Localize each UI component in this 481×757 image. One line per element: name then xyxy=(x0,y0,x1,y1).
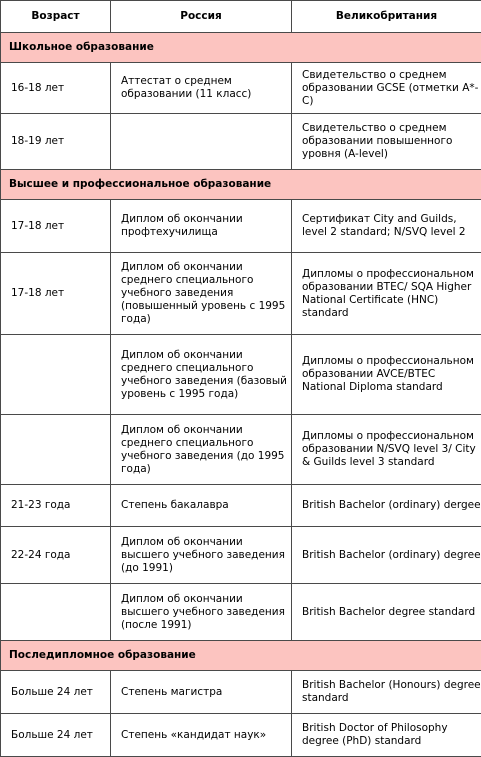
uk-cell: Сертификат City and Guilds, level 2 standard; N/SVQ level 2 xyxy=(292,200,481,253)
uk-cell: Дипломы о профессиональном образовании N/SVQ level 3/ City & Guilds level 3 standard xyxy=(292,415,481,485)
table-row xyxy=(1,63,481,114)
header-age: Возраст xyxy=(1,1,111,33)
uk-cell: Дипломы о профессиональном образовании BTEC/ SQA Higher National Certificate (HNC) standard xyxy=(292,253,481,335)
section-title: Последипломное образование xyxy=(1,641,481,671)
table-row xyxy=(1,253,481,335)
section-title: Школьное образование xyxy=(1,33,481,63)
age-cell: 17-18 лет xyxy=(1,253,111,335)
age-cell: 18-19 лет xyxy=(1,114,111,170)
uk-cell: Дипломы о профессиональном образовании AVCE/BTEC National Diploma standard xyxy=(292,335,481,415)
russia-cell: Диплом об окончании среднего специального учебного заведения (до 1995 года) xyxy=(111,415,292,485)
table-row xyxy=(1,527,481,584)
section-title: Высшее и профессиональное образование xyxy=(1,170,481,200)
uk-cell: Свидетельство о среднем образовании повышенного уровня (A-level) xyxy=(292,114,481,170)
uk-cell: British Bachelor degree standard xyxy=(292,584,481,641)
russia-cell: Степень магистра xyxy=(111,671,292,714)
russia-cell: Диплом об окончании среднего специального учебного заведения (базовый уровень с 1995 года) xyxy=(111,335,292,415)
age-cell: 17-18 лет xyxy=(1,200,111,253)
age-cell: Больше 24 лет xyxy=(1,671,111,714)
uk-cell: British Doctor of Philosophy degree (PhD) standard xyxy=(292,714,481,757)
russia-cell: Диплом об окончании высшего учебного заведения (после 1991) xyxy=(111,584,292,641)
russia-cell: Диплом об окончании высшего учебного заведения (до 1991) xyxy=(111,527,292,584)
age-cell: 21-23 года xyxy=(1,485,111,527)
uk-cell: Свидетельство о среднем образовании GCSE (отметки A*-C) xyxy=(292,63,481,114)
russia-cell: Диплом об окончании среднего специального учебного заведения (повышенный уровень с 1995 года) xyxy=(111,253,292,335)
table-row xyxy=(1,200,481,253)
table-row xyxy=(1,671,481,714)
age-cell: 22-24 года xyxy=(1,527,111,584)
header-row xyxy=(1,1,481,33)
age-cell xyxy=(1,415,111,485)
uk-cell: British Bachelor (Honours) degree standard xyxy=(292,671,481,714)
header-russia: Россия xyxy=(111,1,292,33)
age-cell: Больше 24 лет xyxy=(1,714,111,757)
table-row xyxy=(1,415,481,485)
section-row-school xyxy=(1,33,481,63)
section-row-higher xyxy=(1,170,481,200)
age-cell: 16-18 лет xyxy=(1,63,111,114)
table-row xyxy=(1,584,481,641)
russia-cell xyxy=(111,114,292,170)
table-row xyxy=(1,714,481,757)
section-row-postgraduate xyxy=(1,641,481,671)
russia-cell: Аттестат о среднем образовании (11 класс) xyxy=(111,63,292,114)
uk-cell: British Bachelor (ordinary) dergee xyxy=(292,485,481,527)
russia-cell: Диплом об окончании профтехучилища xyxy=(111,200,292,253)
uk-cell: British Bachelor (ordinary) degree xyxy=(292,527,481,584)
russia-cell: Степень бакалавра xyxy=(111,485,292,527)
age-cell xyxy=(1,584,111,641)
table-row xyxy=(1,114,481,170)
age-cell xyxy=(1,335,111,415)
table-row xyxy=(1,485,481,527)
header-uk: Великобритания xyxy=(292,1,481,33)
table-row xyxy=(1,335,481,415)
russia-cell: Степень «кандидат наук» xyxy=(111,714,292,757)
